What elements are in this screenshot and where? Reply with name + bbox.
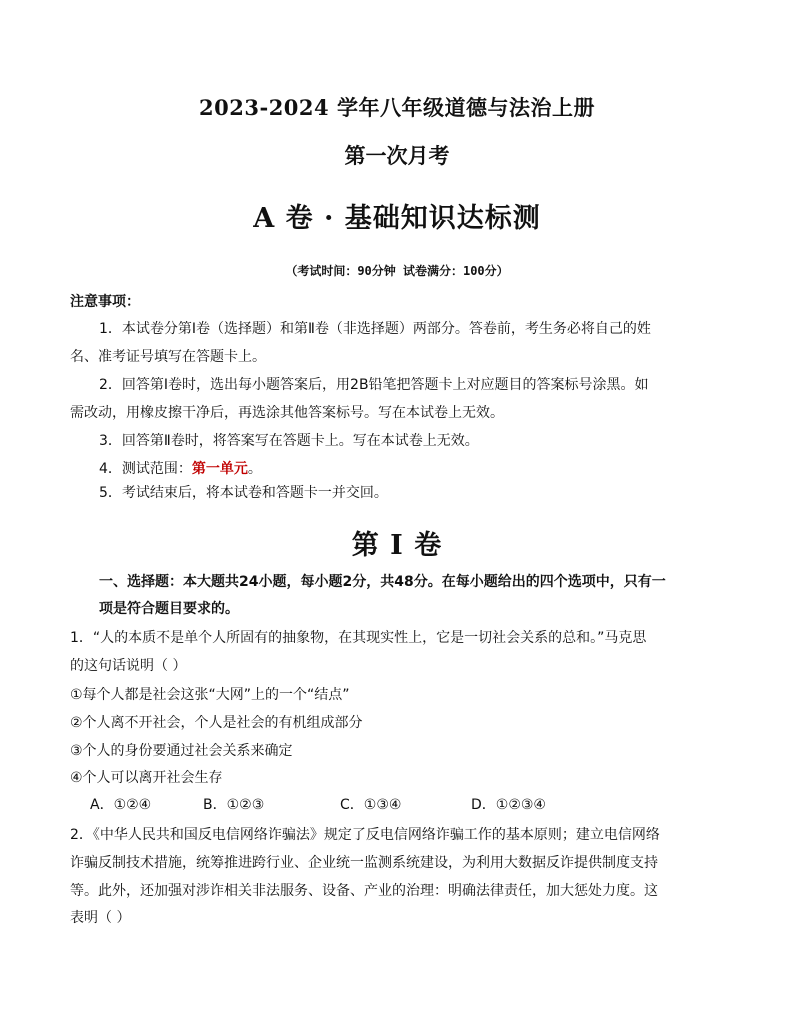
paper-title: A 卷 · 基础知识达标测: [253, 203, 541, 234]
notice-heading: 注意事项：: [70, 294, 140, 310]
question-1-choice-b: B．①②③: [203, 797, 265, 813]
question-1-stem-line-1: 1．“人的本质不是单个人所固有的抽象物，在其现实性上，它是一切社会关系的总和。”马克思: [70, 630, 647, 646]
notice-item-2-line-1: 2．回答第Ⅰ卷时，选出每小题答案后，用2B铅笔把答题卡上对应题目的答案标号涂黑。如: [99, 377, 649, 393]
exam-title: 2023-2024 学年八年级道德与法治上册: [199, 95, 595, 120]
notice-item-4-suffix: 。: [247, 461, 262, 477]
question-1-statement-1: ①每个人都是社会这张“大网”上的一个“结点”: [70, 687, 350, 703]
question-1-choice-d: D．①②③④: [471, 797, 546, 813]
notice-item-2-line-2: 需改动，用橡皮擦干净后，再选涂其他答案标号。写在本试卷上无效。: [70, 405, 504, 421]
exam-subtitle: 第一次月考: [344, 143, 450, 168]
section-intro-line-1: 一、选择题：本大题共24小题，每小题2分，共48分。在每小题给出的四个选项中，只有一: [99, 574, 666, 590]
section-intro-line-2: 项是符合题目要求的。: [99, 601, 239, 617]
question-2-stem-line-3: 等。此外，还加强对涉诈相关非法服务、设备、产业的治理：明确法律责任，加大惩处力度。这: [70, 883, 658, 899]
section-title: 第 I 卷: [351, 530, 443, 561]
exam-info: （考试时间：90分钟 试卷满分：100分）: [285, 264, 509, 278]
question-1-statement-2: ②个人离不开社会，个人是社会的有机组成部分: [70, 715, 363, 731]
question-2-stem-line-2: 诈骗反制技术措施，统筹推进跨行业、企业统一监测系统建设，为利用大数据反诈提供制度支持: [70, 855, 658, 871]
question-2-stem-line-4: 表明（ ）: [70, 910, 131, 926]
question-1-statement-4: ④个人可以离开社会生存: [70, 770, 223, 786]
test-scope-highlight: 第一单元: [191, 461, 248, 477]
notice-item-5: 5．考试结束后，将本试卷和答题卡一并交回。: [99, 485, 388, 501]
question-1-statement-3: ③个人的身份要通过社会关系来确定: [70, 743, 293, 759]
notice-item-3: 3．回答第Ⅱ卷时，将答案写在答题卡上。写在本试卷上无效。: [99, 433, 479, 449]
notice-item-4-prefix: 4．测试范围：: [99, 461, 192, 477]
question-1-choice-c: C．①③④: [340, 797, 402, 813]
notice-item-1-line-1: 1．本试卷分第Ⅰ卷（选择题）和第Ⅱ卷（非选择题）两部分。答卷前，考生务必将自己的姓: [99, 321, 651, 337]
question-2-stem-line-1: 2．《中华人民共和国反电信网络诈骗法》规定了反电信网络诈骗工作的基本原则；建立电信网络: [70, 827, 660, 843]
notice-item-1-line-2: 名、准考证号填写在答题卡上。: [70, 349, 266, 365]
notice-item-4: [99, 458, 262, 478]
question-1-choice-a: A．①②④: [90, 797, 152, 813]
question-1-stem-line-2: 的这句话说明（ ）: [70, 658, 187, 674]
